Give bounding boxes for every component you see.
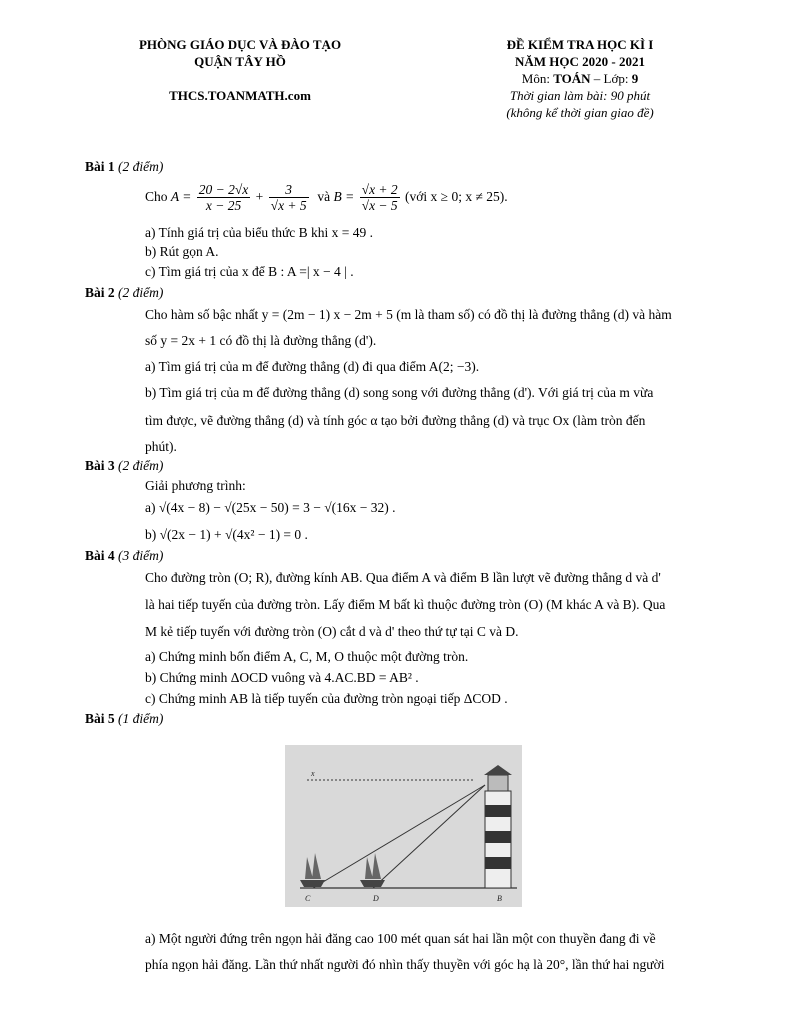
header-right [450,36,710,121]
bai4-p1: Cho đường tròn (O; R), đường kính AB. Qua điểm A và điểm B lần lượt vẽ đường thẳng d và d' [145,570,661,585]
bai2-a: a) Tìm giá trị của m để đường thẳng (d) đi qua điểm A(2; −3). [145,359,480,374]
bai2-b2: tìm được, vẽ đường thẳng (d) và tính góc α tạo bởi đường thẳng (d) và trục Ox (làm tròn đến [145,413,646,428]
bai1-formula [145,180,508,214]
B-den: √x − 5 [361,198,398,214]
sight-line-d [373,785,485,888]
school-year: NĂM HỌC 2020 - 2021 [515,54,645,69]
lighthouse-icon [484,765,512,888]
bai5-title: Bài 5 [85,711,115,726]
bai3-heading [85,457,163,475]
cho-word: Cho [145,189,168,204]
bai5-points: (1 điểm) [118,711,164,726]
bai4-c: c) Chứng minh AB là tiếp tuyến của đường tròn ngoại tiếp ΔCOD . [145,691,508,706]
label-d: D [373,894,379,903]
bai1-a: a) Tính giá trị của biểu thức B khi x = 49 . [145,225,374,240]
header-left [110,36,370,104]
A-fraction-1 [197,182,251,213]
bai3-b: b) √(2x − 1) + √(4x² − 1) = 0 . [145,527,308,542]
bai2-b3: phút). [145,439,177,454]
label-c: C [305,894,311,903]
dept-name: PHÒNG GIÁO DỤC VÀ ĐÀO TẠO [138,37,342,52]
B-label: B = [333,189,355,204]
va-word: và [317,189,331,204]
bai4-points: (3 điểm) [118,548,164,563]
bai5-p2: phía ngọn hải đăng. Lần thứ nhất người đó nhìn thấy thuyền với góc hạ là 20°, lần thứ hai người [145,957,665,972]
bai5-heading [85,710,163,728]
bai3-intro: Giải phương trình: [145,478,246,493]
subject-line [450,70,710,87]
B-fraction [360,182,400,213]
district-name: QUẬN TÂY HỒ [194,54,286,69]
ship-c-icon [300,853,325,887]
site-name: THCS.TOANMATH.com [169,88,311,103]
lighthouse-figure [285,745,522,907]
A-den-2: √x + 5 [270,198,307,214]
bai1-points: (2 điểm) [118,159,164,174]
grade: 9 [631,71,639,86]
bai2-p2: số y = 2x + 1 có đồ thị là đường thẳng (d'). [145,333,377,348]
bai4-title: Bài 4 [85,548,115,563]
bai1-heading [85,158,163,176]
bai1-b: b) Rút gọn A. [145,244,219,259]
A-num-2: 3 [269,182,309,198]
A-num-1: 20 − 2√x [198,182,249,198]
bai3-title: Bài 3 [85,458,115,473]
sight-line-c [313,785,485,888]
subject: TOÁN [553,71,591,86]
grade-prefix: – Lớp: [590,71,632,86]
bai3-a: a) √(4x − 8) − √(25x − 50) = 3 − √(16x − 32) . [145,500,396,515]
bai2-heading [85,284,163,302]
exam-title: ĐỀ KIỂM TRA HỌC KÌ I [506,37,654,52]
bai2-title: Bài 2 [85,285,115,300]
bai2-p1: Cho hàm số bậc nhất y = (2m − 1) x − 2m + 5 (m là tham số) có đồ thị là đường thẳng (d) và hàm [145,307,672,322]
B-num: √x + 2 [361,182,398,198]
lighthouse-diagram [285,745,522,907]
time-note: (không kể thời gian giao đề) [506,105,654,120]
bai4-p3: M kẻ tiếp tuyến với đường tròn (O) cắt d và d' theo thứ tự tại C và D. [145,624,519,639]
A-fraction-2 [269,182,309,213]
plus-sign: + [255,189,264,204]
bai1-c: c) Tìm giá trị của x để B : A =| x − 4 | . [145,264,354,279]
A-den-1: x − 25 [205,198,242,214]
bai3-points: (2 điểm) [118,458,164,473]
A-label: A = [170,189,192,204]
label-b: B [497,894,502,903]
bai1-title: Bài 1 [85,159,115,174]
label-x: x [311,769,315,778]
bai4-p2: là hai tiếp tuyến của đường tròn. Lấy điểm M bất kì thuộc đường tròn (O) (M khác A và B). Qua [145,597,666,612]
subject-prefix: Môn: [521,71,554,86]
bai4-b: b) Chứng minh ΔOCD vuông và 4.AC.BD = AB² . [145,670,419,685]
bai4-heading [85,547,163,565]
bai4-a: a) Chứng minh bốn điểm A, C, M, O thuộc một đường tròn. [145,649,469,664]
time-limit: Thời gian làm bài: 90 phút [509,88,651,103]
bai5-p1: a) Một người đứng trên ngọn hải đăng cao 100 mét quan sát hai lần một con thuyền đang đi về [145,931,656,946]
condition: (với x ≥ 0; x ≠ 25). [405,189,508,204]
bai2-points: (2 điểm) [118,285,164,300]
bai2-b1: b) Tìm giá trị của m để đường thẳng (d) song song với đường thẳng (d'). Với giá trị của m vừa [145,385,654,400]
